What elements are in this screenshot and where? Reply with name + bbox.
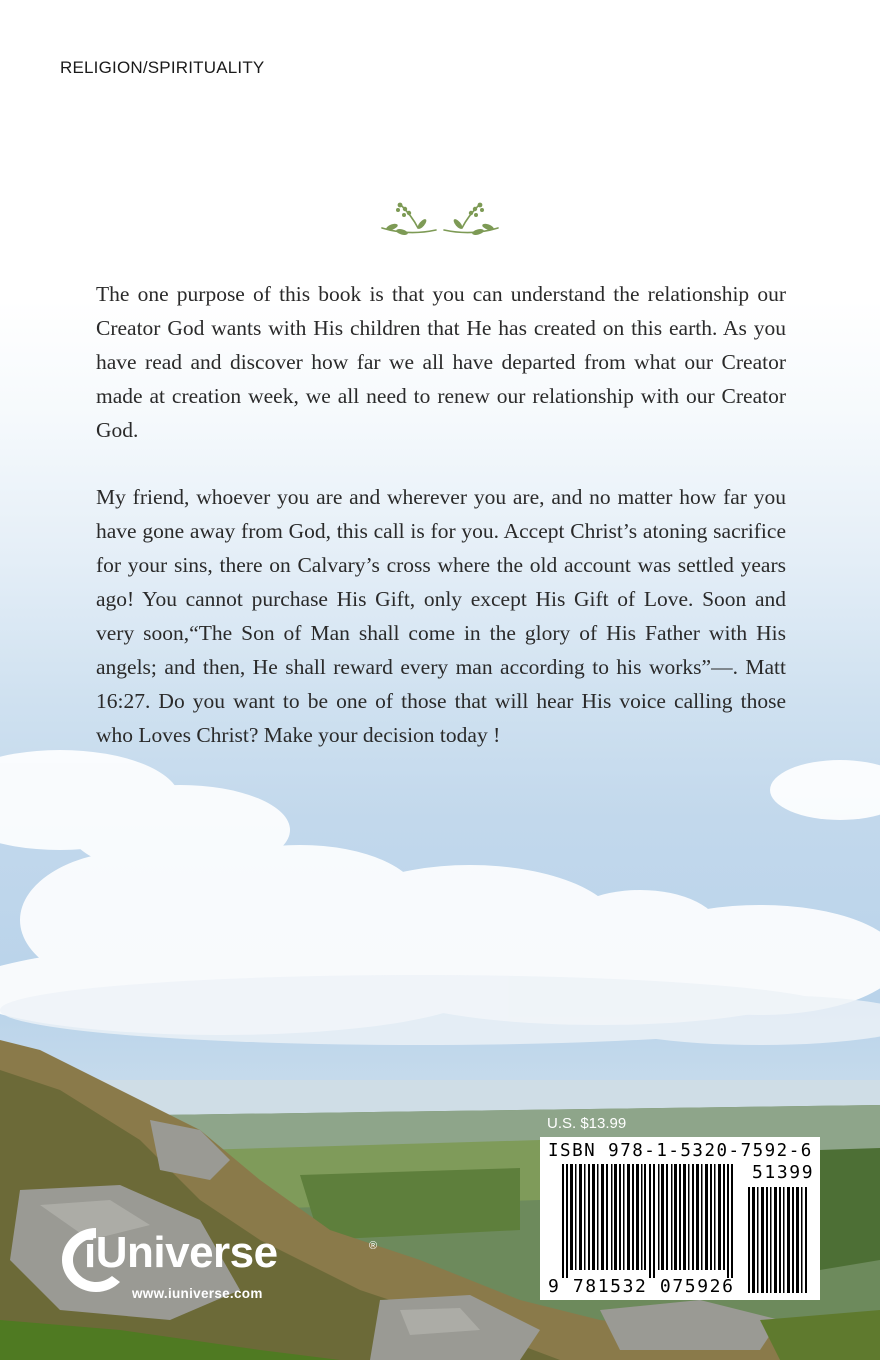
price-label: U.S. $13.99: [547, 1115, 627, 1132]
publisher-url: www.iuniverse.com: [132, 1286, 263, 1301]
blurb-paragraph-1: The one purpose of this book is that you can understand the relationship our Creator God wants with His children that He has created on this earth. As you have read and discover how far we all have departed from what our Creator made at creation week, we all need to renew our relationship with our Creator God.: [96, 282, 786, 442]
blurb-paragraph-2: My friend, whoever you are and wherever you are, and no matter how far you have gone away from God, this call is for you. Accept Christ’s atoning sacrifice for your sins, there on Calvary’s cross where the old account was settled years ago! You cannot purchase His Gift, only except His Gift of Love. Soon and very soon,“The Son of Man shall come in the glory of His Father with His angels; and then, He shall reward every man according to his works”—. Matt 16:27. Do you want to be one of those that will hear His voice calling those who Loves Christ? Make your decision today !: [96, 485, 786, 747]
isbn-barcode: [540, 1137, 820, 1300]
category-label: RELIGION/SPIRITUALITY: [60, 58, 265, 77]
registered-mark: ®: [369, 1240, 378, 1252]
isbn-number: ISBN 978-1-5320-7592-6: [548, 1141, 813, 1161]
ean-digits: 9 781532 075926: [548, 1276, 735, 1297]
publisher-logo-text: iUniverse: [84, 1228, 278, 1277]
laurel-branch-icon: [378, 198, 502, 242]
barcode-price-code: 51399: [752, 1162, 815, 1183]
